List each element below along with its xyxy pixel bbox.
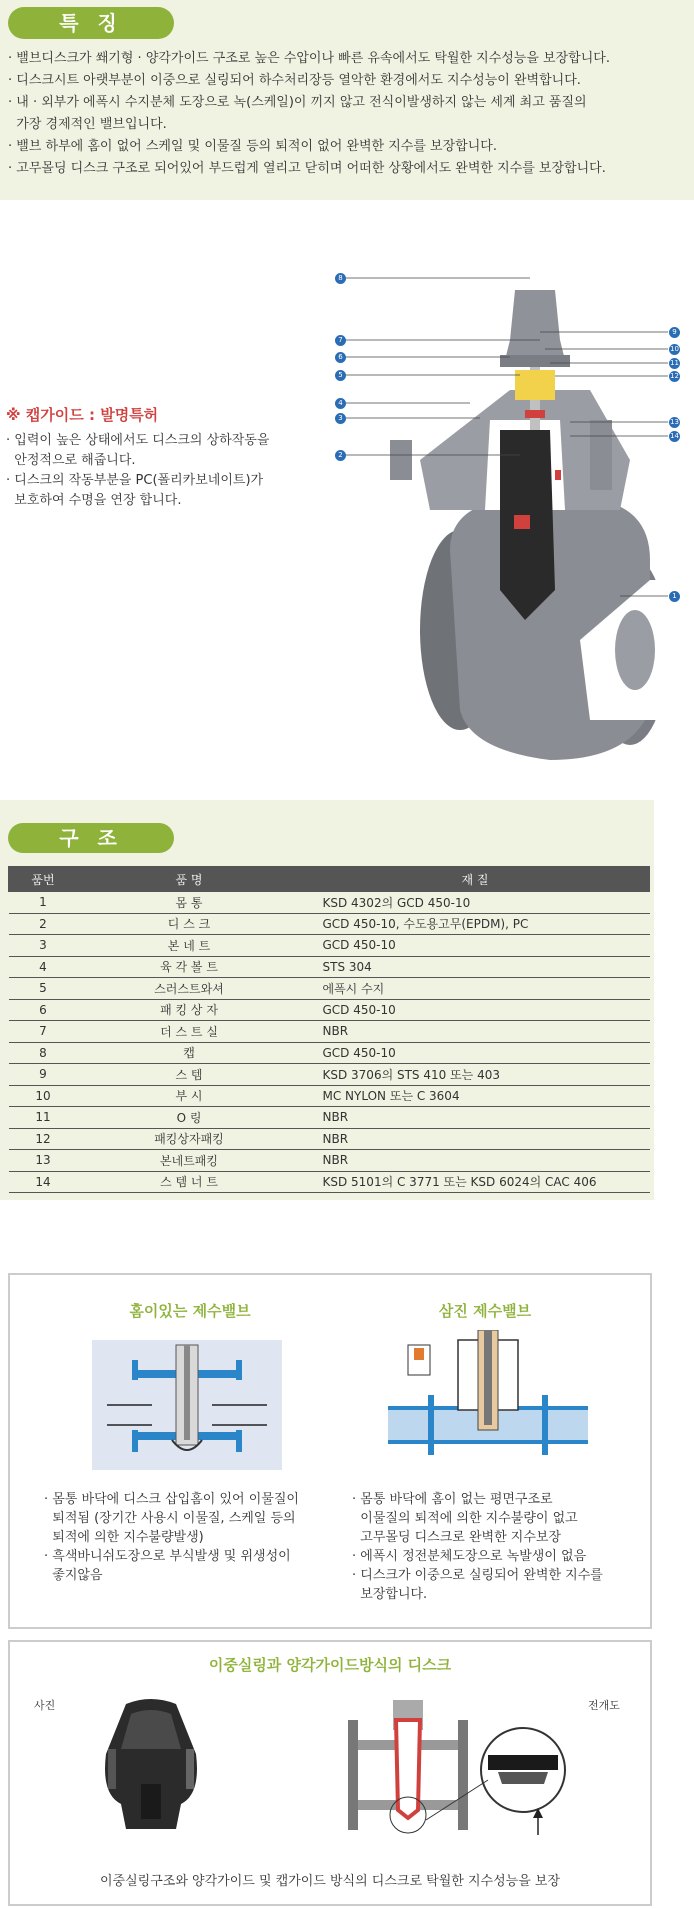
callout-1: 1 [668,590,681,603]
col-header-number: 품번 [9,867,78,892]
note-line: 퇴적됨 (장기간 사용시 이물질, 스케일 등의 [44,1511,296,1526]
spec-table [8,866,650,1193]
callout-12: 12 [668,370,681,383]
cell-number: 12 [9,1128,78,1150]
cap-guide-line: 안정적으로 해줍니다. [6,453,136,468]
cell-material: GCD 450-10 [301,935,650,957]
col-header-material: 재 질 [301,867,650,892]
cell-name: 스 템 너 트 [78,1171,301,1193]
table-row [9,956,650,978]
table-row [9,978,650,1000]
cell-name: 패 킹 상 자 [78,999,301,1021]
cell-number: 7 [9,1021,78,1043]
cap-guide-title: ※ 캡가이드 : 발명특허 [6,406,159,424]
table-row [9,935,650,957]
cell-material: NBR [301,1150,650,1172]
samjin-valve-notes [352,1490,642,1604]
cell-name: 캡 [78,1042,301,1064]
cell-number: 1 [9,892,78,914]
cap-guide-line: 보호하여 수명을 연장 합니다. [6,493,182,508]
table-row [9,999,650,1021]
feature-line: 가장 경제적인 밸브입니다. [8,117,167,132]
cell-name: 몸 통 [78,892,301,914]
note-line: · 디스크가 이중으로 실링되어 완벽한 지수를 [352,1568,603,1583]
note-line: · 몸통 바닥에 디스크 삽입홈이 있어 이물질이 [44,1492,299,1507]
callout-6: 6 [334,351,347,364]
cell-name: 육 각 볼 트 [78,956,301,978]
cell-number: 6 [9,999,78,1021]
cell-name: 본네트패킹 [78,1150,301,1172]
cell-number: 10 [9,1085,78,1107]
cell-name: 부 시 [78,1085,301,1107]
note-line: 보장합니다. [352,1587,428,1602]
table-row [9,892,650,914]
grooved-valve-title: 홈이있는 제수밸브 [129,1302,251,1320]
note-line: · 몸통 바닥에 홈이 없는 평면구조로 [352,1492,553,1507]
cell-name: 본 네 트 [78,935,301,957]
col-header-name: 품 명 [78,867,301,892]
cell-number: 11 [9,1107,78,1129]
feature-line: · 내 · 외부가 에폭시 수지분체 도장으로 녹(스케일)이 끼지 않고 전식이발생하지 않는 세계 최고 품질의 [8,95,587,110]
note-line: 이물질의 퇴적에 의한 지수불량이 없고 [352,1511,578,1526]
cell-number: 5 [9,978,78,1000]
grooved-valve-diagram [92,1340,282,1470]
callout-2: 2 [334,449,347,462]
callout-7: 7 [334,334,347,347]
cell-name: 패킹상자패킹 [78,1128,301,1150]
note-line: 좋지않음 [44,1568,103,1583]
cell-number: 14 [9,1171,78,1193]
table-row [9,1042,650,1064]
cell-name: 스 템 [78,1064,301,1086]
cap-guide-line: · 입력이 높은 상태에서도 디스크의 상하작동을 [6,433,270,448]
cell-material: GCD 450-10 [301,999,650,1021]
table-row [9,1021,650,1043]
callout-8: 8 [334,272,347,285]
features-title: 특 징 [8,7,174,39]
drawing-label: 전개도 [588,1699,620,1712]
cell-name: 디 스 크 [78,913,301,935]
photo-label: 사진 [34,1699,56,1712]
samjin-valve-diagram [388,1330,588,1470]
cell-material: NBR [301,1107,650,1129]
cell-material: NBR [301,1128,650,1150]
cell-number: 4 [9,956,78,978]
feature-line: · 고무몰딩 디스크 구조로 되어있어 부드럽게 열리고 닫히며 어떠한 상황에서도 완벽한 지수를 보장합니다. [8,161,606,176]
cell-number: 8 [9,1042,78,1064]
table-row [9,1171,650,1193]
cell-number: 13 [9,1150,78,1172]
disc-title: 이중실링과 양각가이드방식의 디스크 [208,1656,452,1674]
table-row [9,1128,650,1150]
note-line: · 흑색바니쉬도장으로 부식발생 및 위생성이 [44,1549,291,1564]
table-row [9,1150,650,1172]
cap-guide-line: · 디스크의 작동부분을 PC(폴리카보네이트)가 [6,473,264,488]
callout-3: 3 [334,412,347,425]
table-row [9,1064,650,1086]
note-line: · 에폭시 정전분체도장으로 녹발생이 없음 [352,1549,587,1564]
cell-number: 3 [9,935,78,957]
cell-name: 더 스 트 실 [78,1021,301,1043]
feature-line: · 밸브디스크가 쐐기형 · 양각가이드 구조로 높은 수압이나 빠른 유속에서도 탁월한 지수성능을 보장합니다. [8,51,610,66]
cell-name: 스러스트와셔 [78,978,301,1000]
cell-material: NBR [301,1021,650,1043]
disc-cutaway-drawing [348,1700,578,1840]
cell-material: 에폭시 수지 [301,978,650,1000]
cell-number: 9 [9,1064,78,1086]
note-line: 퇴적에 의한 지수불량발생) [44,1530,204,1545]
cell-material: KSD 4302의 GCD 450-10 [301,892,650,914]
cell-material: STS 304 [301,956,650,978]
callout-leader-lines [0,0,694,700]
cell-material: KSD 5101의 C 3771 또는 KSD 6024의 CAC 406 [301,1171,650,1193]
note-line: 고무몰딩 디스크로 완벽한 지수보장 [352,1530,562,1545]
cell-number: 2 [9,913,78,935]
table-row [9,1085,650,1107]
callout-4: 4 [334,397,347,410]
callout-5: 5 [334,369,347,382]
disc-caption: 이중실링구조와 양각가이드 및 캡가이드 방식의 디스크로 탁월한 지수성능을 보장 [99,1874,561,1889]
callout-14: 14 [668,430,681,443]
disc-photo [96,1694,206,1834]
cell-material: GCD 450-10 [301,1042,650,1064]
cell-material: MC NYLON 또는 C 3604 [301,1085,650,1107]
callout-11: 11 [668,357,681,370]
callout-9: 9 [668,326,681,339]
cell-material: GCD 450-10, 수도용고무(EPDM), PC [301,913,650,935]
feature-line: · 밸브 하부에 홈이 없어 스케일 및 이물질 등의 퇴적이 없어 완벽한 지수를 보장합니다. [8,139,497,154]
samjin-valve-title: 삼진 제수밸브 [438,1302,532,1320]
callout-10: 10 [668,343,681,356]
callout-13: 13 [668,416,681,429]
table-row [9,913,650,935]
cell-material: KSD 3706의 STS 410 또는 403 [301,1064,650,1086]
grooved-valve-notes [44,1490,324,1585]
cell-name: O 링 [78,1107,301,1129]
table-row [9,1107,650,1129]
feature-line: · 디스크시트 아랫부분이 이중으로 실링되어 하수처리장등 열악한 환경에서도 지수성능이 완벽합니다. [8,73,581,88]
structure-title: 구 조 [8,823,174,853]
